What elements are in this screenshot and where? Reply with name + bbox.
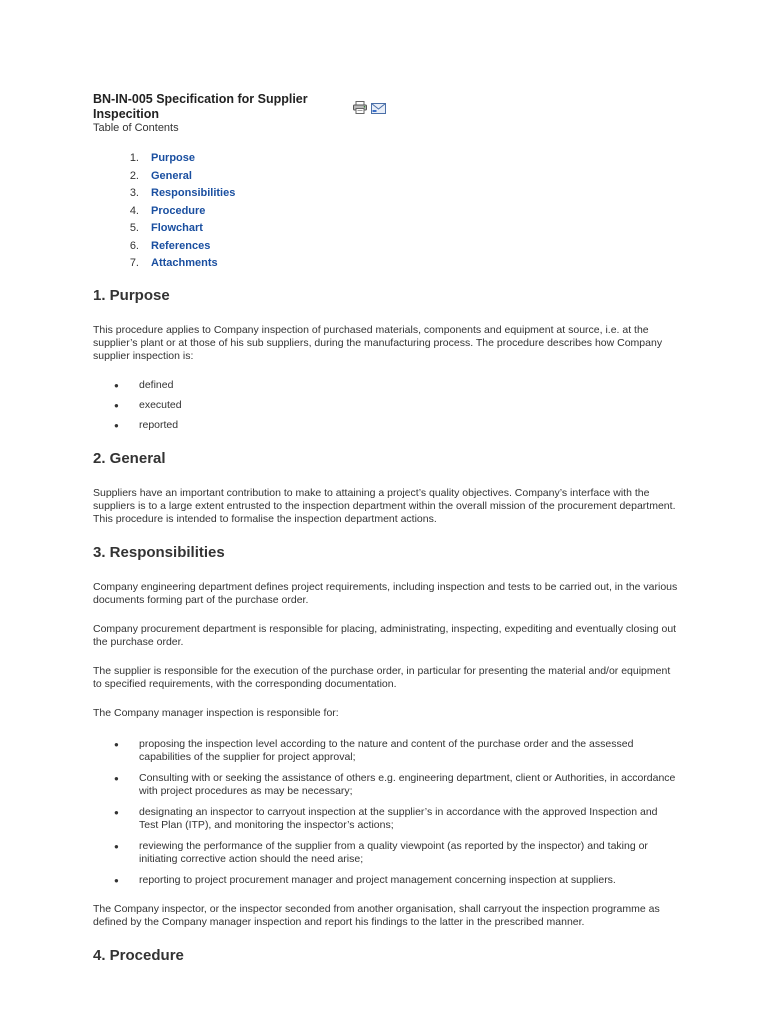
table-of-contents [93,151,235,274]
responsibilities-paragraph: The Company manager inspection is responsible for: [93,707,339,719]
responsibilities-paragraph: The supplier is responsible for the execution of the purchase order, in particular for presenting the material and/or equipment to specified requirements, with the corresponding documentation. [93,665,671,690]
toc-link-flowchart[interactable]: Flowchart [151,222,203,234]
section-heading-procedure: 4. Procedure [93,947,184,964]
section-heading-general: 2. General [93,450,166,467]
email-icon[interactable] [371,101,385,114]
responsibilities-bullet-list [93,738,678,887]
list-item: ● proposing the inspection level according to the nature and content of the purchase order and the assessed capabilities of the supplier for project approval; [93,738,678,764]
list-item: ● defined [93,379,678,392]
responsibilities-paragraph: Company engineering department defines project requirements, including inspection and tests to be carried out, in the various documents forming part of the purchase order. [93,581,678,606]
toc-link-responsibilities[interactable]: Responsibilities [151,187,236,199]
toc-link-references[interactable]: References [151,239,211,252]
purpose-paragraph: This procedure applies to Company inspection of purchased materials, components and equipment at source, i.e. at the supplier’s plant or at those of his sub suppliers, during the manufacturing process. The procedure describes how Company supplier inspection is: [93,324,663,362]
document-title: BN-IN-005 Specification for Supplier Inspecition [93,92,308,121]
toc-item-attachments [93,256,235,274]
list-item: ● reporting to project procurement manager and project management concerning inspection at suppliers. [93,874,678,887]
toc-number: 2. [129,169,139,182]
list-item: ● reported [93,419,678,432]
section-heading-purpose: 1. Purpose [93,287,170,304]
toc-number: 5. [129,222,139,234]
toc-item-procedure [93,204,235,222]
toc-item-references [93,239,235,257]
document-tools [353,101,385,114]
printer-icon[interactable] [353,101,367,114]
toc-item-flowchart [93,221,235,239]
toc-item-purpose [93,151,235,169]
toc-link-attachments[interactable]: Attachments [151,257,218,269]
toc-number: 7. [129,257,139,269]
toc-item-responsibilities [93,186,235,204]
toc-number: 1. [129,152,139,164]
document-body [93,286,678,966]
list-item: ● Consulting with or seeking the assistance of others e.g. engineering department, client or Authorities, in accordance with project procedures as may be necessary; [93,772,678,798]
purpose-bullet-list [93,379,678,432]
list-item: ● designating an inspector to carryout inspection at the supplier’s in accordance with the approved Inspection and Test Plan (ITP), and monitoring the inspector’s actions; [93,806,678,832]
responsibilities-paragraph: Company procurement department is responsible for placing, administrating, inspecting, expediting and eventually closing out the purchase order. [93,623,677,648]
responsibilities-paragraph: The Company inspector, or the inspector seconded from another organisation, shall carryout the inspection programme as defined by the Company manager inspection and report his findings to the latter in the prescribed manner. [93,903,660,928]
toc-label: Table of Contents [93,122,179,134]
general-paragraph: Suppliers have an important contribution to make to attaining a project’s quality objectives. Company’s interface with the suppliers is to a large extent entrusted to the inspection department within the overall mission of the procurement department. This procedure is intended to formalise the inspection department actions. [93,487,676,525]
toc-number: 4. [129,204,139,217]
toc-link-purpose[interactable]: Purpose [151,152,196,164]
toc-number: 6. [129,239,139,252]
list-item: ● executed [93,399,678,412]
toc-link-general[interactable]: General [151,169,192,182]
section-heading-responsibilities: 3. Responsibilities [93,544,225,561]
toc-item-general [93,169,235,187]
toc-link-procedure[interactable]: Procedure [151,204,206,217]
toc-number: 3. [129,187,139,199]
list-item: ● reviewing the performance of the supplier from a quality viewpoint (as reported by the inspector) and taking or initiating corrective action should the need arise; [93,840,678,866]
